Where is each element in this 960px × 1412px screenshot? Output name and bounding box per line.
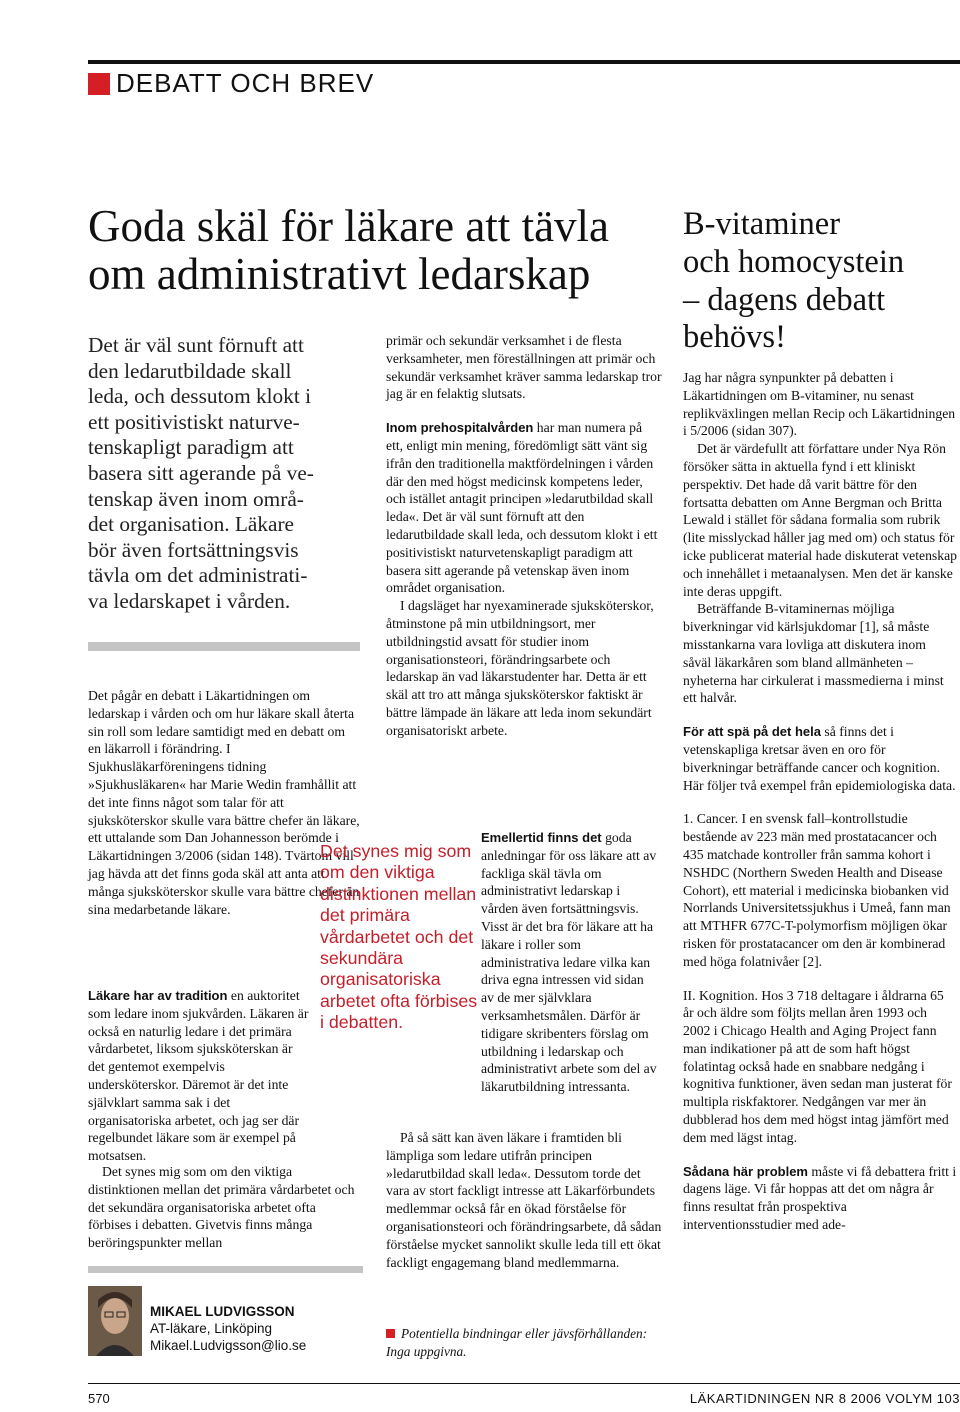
sidebar-headline-line: behövs!	[683, 319, 786, 356]
body-paragraph: Det synes mig som om den viktiga distinktionen mellan det primära vårdarbetet och det sekundära organisatoriska arbetet ofta förbises i debatten. Givetvis finns många beröringspunkter mellan	[88, 1164, 355, 1251]
body-paragraph: 1. Cancer. I en svensk fall–kontrollstudie bestående av 223 män med prostatacancer och 435 matchade kontroller från samma kohort i NSHDC (Northern Sweden Health and Disease Cohort), ett material i medicinska biobanken vid Norrlands Universitetssjukhus i Umeå, fann man att MTHFR 677C-T-polymorfism möjligen ökar risken för prostatacancer om den är kombinerad med höga folatnivåer [2].	[683, 811, 951, 969]
byline-divider	[88, 1266, 363, 1273]
column-1-bottom	[88, 1163, 360, 1252]
column-2-top	[386, 332, 662, 740]
publication-info: LÄKARTIDNINGEN NR 8 2006 VOLYM 103	[689, 1391, 960, 1406]
footnote-text: Potentiella bindningar eller jävsförhållanden: Inga uppgivna.	[386, 1326, 648, 1359]
body-paragraph: Jag har några synpunkter på debatten i Läkartidningen om B-vitaminer, nu senast replikväxlingen mellan Recip och Läkartidningen i 5/2006 (sidan 307).	[683, 370, 956, 439]
header-rule	[88, 60, 960, 64]
body-paragraph: Det pågår en debatt i Läkartidningen om ledarskap i vården och om hur läkare skall återta sin roll som ledare samtidigt med en debatt om en läkarroll i förändring. I Sjukhusläkarföreningens tidning »Sjukhusläkaren« har Marie Wedin framhållit att det inte finns något som talar för att sjuksköterskor skulle vara bättre chefer än läkare, ett uttalande som Dan Johannesson berömde i Läkartidningen 3/2006 (sidan 148). Tvärtom vill jag hävda att det finns goda skäl att anta att många sjuksköterskor skulle vara bättre chefer än sina medarbetande läkare.	[88, 688, 360, 917]
page-number: 570	[88, 1391, 110, 1406]
body-paragraph: Det är värdefullt att författare under Nya Rön försöker sätta in aktuella fynd i ett kliniskt perspektiv. Det hade då varit bättre för den fortsatta debatten om Anne Bergman och Britta Lewald i stället för sådana formalia som rubrik (lite misslyckad håller jag med om) och status för icke publicerat material hade diskuterat vetenskap och innehållet i metaanalysen. Men det är kanske inte deras uppgift.	[683, 441, 958, 599]
lead-line: leda, och dessutom klokt i	[88, 384, 311, 409]
lead-line: tenskap även inom områ-	[88, 486, 304, 511]
column-1-mid	[88, 987, 310, 1165]
body-text: goda anledningar för oss läkare att av fackliga skäl tävla om administrativt ledarskap i vården även fortsättningsvis. Visst är det bra för läkare att ha läkare i roller som administrativa ledare vilka kan driva egna intressen vid sidan av de mer självklara verksamhetsmålen. Därför är tidigare skribenters förslag om utbildning i ledarskap och administrativt arbete som del av läkarutbildning intressanta.	[481, 830, 657, 1095]
lead-line: tävla om det administrati-	[88, 563, 308, 588]
body-paragraph	[683, 1163, 957, 1234]
author-role: AT-läkare, Linköping	[150, 1321, 273, 1336]
body-paragraph	[481, 829, 659, 1096]
body-paragraph	[683, 723, 957, 794]
sidebar-headline	[683, 206, 958, 357]
sidebar-headline-line: och homocystein	[683, 243, 905, 280]
sidebar-column	[683, 369, 957, 1234]
body-paragraph: II. Kognition. Hos 3 718 deltagare i åldrarna 65 år och äldre som följts mellan åren 1993 och 2002 i Chicago Health and Aging Project fann man indikationer på att de som haft högst folatintag också hade en snabbare nedgång i kognitiva funktioner, även sedan man justerat för multipla riskfaktorer. Nedgången var mer än dubblerad hos dem med högst intag jämfört med dem med lägst intag.	[683, 987, 952, 1145]
lead-line: bör även fortsättningsvis	[88, 537, 299, 562]
pull-quote: Det synes mig som om den viktiga distinktionen mellan det primära vårdarbetet och det sekundära organisatoriska arbetet ofta förbises i debatten.	[320, 841, 478, 1033]
article-headline	[88, 202, 668, 298]
disclosure-footnote	[386, 1325, 666, 1361]
lead-line: ett positivistiskt naturve-	[88, 409, 300, 434]
author-photo	[88, 1286, 142, 1356]
sidebar-headline-line: B-vitaminer	[683, 206, 841, 242]
headline-line: Goda skäl för läkare att tävla	[88, 201, 610, 251]
lead-line: tenskapligt paradigm att	[88, 435, 294, 460]
section-marker-icon	[88, 73, 110, 95]
body-text: måste vi få debattera fritt i dagens läge. Vi får hoppas att det om några år finns resultat från prospektiva interventionsstudier med ade-	[683, 1163, 957, 1233]
body-paragraph: Beträffande B-vitaminernas möjliga biverkningar vid kärlsjukdomar [1], så måste misstankarna vara lovliga att diskutera inom såväl läkarkåren som bland allmänheten – nyheterna har cirkulerat i massmedierna i minst ett halvår.	[683, 601, 944, 706]
section-title: DEBATT OCH BREV	[116, 68, 375, 98]
sidebar-headline-line: – dagens debatt	[683, 281, 886, 318]
author-portrait-icon	[88, 1286, 142, 1356]
column-2-bottom	[386, 1129, 662, 1271]
subheading: Emellertid finns det	[481, 830, 602, 845]
body-paragraph	[386, 419, 662, 597]
body-paragraph: På så sätt kan även läkare i framtiden bli lämpliga som ledare utifrån principen »ledarutbildad skall leda«. Dessutom torde det vara av stort fackligt intresse att Läkarförbundets medlemmar också får en ökad förståelse för organisationsteori och förändringsarbete, då sådan förståelse mycket sannolikt skulle leda till ett ökat fackligt engagemang bland medlemmarna.	[386, 1130, 662, 1270]
lead-line: basera sitt agerande på ve-	[88, 460, 314, 485]
byline	[150, 1303, 370, 1354]
footer-rule	[88, 1383, 960, 1384]
body-text: en auktoritet som ledare inom sjukvården. Läkaren är också en naturlig ledare i det primära vårdarbetet, liksom sjuksköterskan är det gentemot exempelvis undersköterskor. Däremot är det inte självklart samma sak i det organisatoriska arbetet, och jag ser där regelbundet läkare som är exempel på motsatsen.	[88, 988, 309, 1164]
footnote-marker-icon	[386, 1329, 395, 1338]
subheading: Sådana här problem	[683, 1163, 808, 1179]
lead-line: Det är väl sunt förnuft att	[88, 333, 304, 357]
subheading: Inom prehospitalvården	[386, 420, 534, 436]
body-paragraph: primär och sekundär verksamhet i de flesta verksamheter, men föreställningen att primär och sekundär verksamhet kräver samma ledarskap tror jag är en felaktig slutsats.	[386, 333, 662, 402]
column-2-mid	[481, 829, 659, 1096]
subheading: Läkare har av tradition	[88, 988, 228, 1003]
lead-line: den ledarutbildade skall	[88, 358, 292, 383]
author-email: Mikael.Ludvigsson@lio.se	[150, 1338, 307, 1353]
body-text: har man numera på ett, enligt min mening, föredömligt sätt vänt sig ifrån den traditionella maktfördelningen i vården där den med högst medicinsk kompetens leder, och istället antagit principen »ledarutbildad skall leda«. Det är väl sunt förnuft att den ledarutbildade skall leda, och dessutom klokt i ett positivistiskt naturvetenskapligt paradigm att basera sitt agerande på vetenskap även inom området organisation.	[386, 420, 658, 596]
body-paragraph	[88, 987, 310, 1165]
body-text: så finns det i vetenskapliga kretsar även en oro för biverkningar beträffande cancer och kognition. Här följer två exempel från epidemiologiska data.	[683, 724, 956, 793]
headline-line: om administrativt ledarskap	[88, 249, 591, 299]
author-name: MIKAEL LUDVIGSSON	[150, 1304, 295, 1319]
lead-divider	[88, 642, 360, 651]
lead-line: det organisation. Läkare	[88, 512, 294, 537]
subheading: För att spä på det hela	[683, 724, 821, 740]
body-paragraph: I dagsläget har nyexaminerade sjuksköterskor, åtminstone på min utbildningsort, mer utbildningstid avsatt för studier inom organisationsteori, förändringsarbete och ledarskap än vad läkarstudenter har. Detta är ett skäl att tro att många sjuksköterskor faktiskt är bättre lämpade än läkare att leda inom sekundärt organisatoriskt arbete.	[386, 598, 654, 738]
lead-line: va ledarskapet i vården.	[88, 588, 291, 613]
lead-paragraph	[88, 333, 360, 615]
